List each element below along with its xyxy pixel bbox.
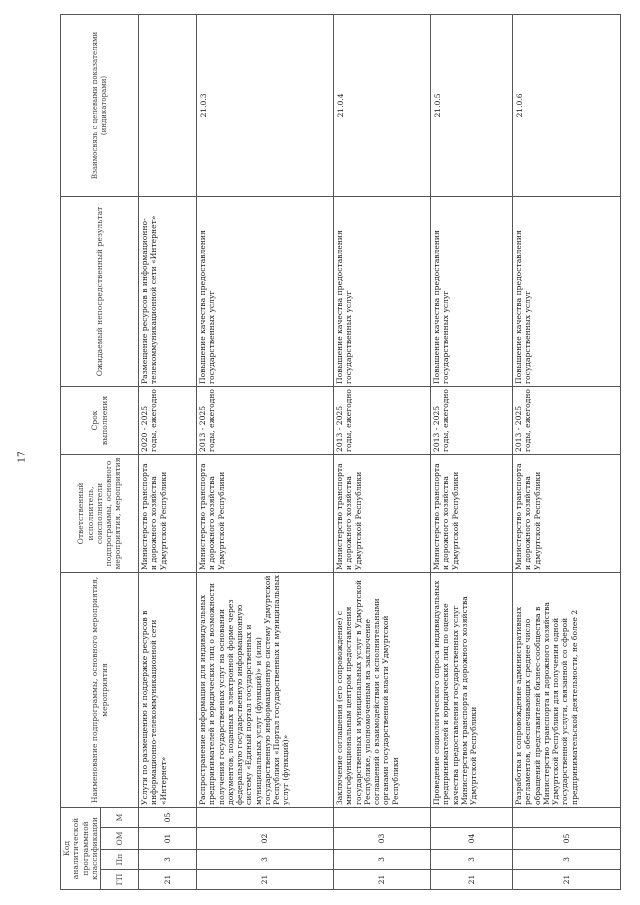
cell-gp: 21 <box>431 870 513 890</box>
table-row <box>139 14 197 889</box>
cell-term: 2013 - 2025 годы, ежегодно <box>431 386 513 454</box>
cell-term: 2013 - 2025 годы, ежегодно <box>513 386 621 454</box>
cell-result: Повышение качества предоставления государственных услуг <box>197 196 334 386</box>
cell-term: 2013 - 2025 годы, ежегодно <box>197 386 334 454</box>
cell-om: 05 <box>513 828 621 850</box>
cell-gp: 21 <box>139 870 197 890</box>
cell-name: Разработка и сопровождение административных регламентов, обеспечивающих среднее число обращений представителей бизнес-сообщества в Министерство транспорта и дорожного хозяйства Удмуртской Республики для получения одной государственной услуги, связанной со сферой предпринимательской деятельности, не более 2 <box>513 572 621 807</box>
cell-result: Повышение качества предоставления государственных услуг <box>431 196 513 386</box>
header-term: Срок выполнения <box>61 386 139 454</box>
cell-link: 21.0.3 <box>197 14 334 196</box>
table-row <box>431 14 513 889</box>
cell-pp: 3 <box>139 850 197 870</box>
cell-result: Повышение качества предоставления государственных услуг <box>334 196 431 386</box>
header-m: М <box>101 807 139 827</box>
cell-m <box>334 807 431 827</box>
cell-gp: 21 <box>334 870 431 890</box>
cell-term: 2013 - 2025 годы, ежегодно <box>334 386 431 454</box>
measures-table <box>60 14 621 890</box>
cell-executor: Министерство транспорта и дорожного хозяйства Удмуртской Республики <box>513 454 621 572</box>
cell-link <box>139 14 197 196</box>
header-executor: Ответственный исполнитель, соисполнители подпрограммы, основного мероприятия, мероприятия <box>61 454 139 572</box>
cell-link: 21.0.6 <box>513 14 621 196</box>
table-row <box>513 14 621 889</box>
cell-executor: Министерство транспорта и дорожного хозяйства Удмуртской Республики <box>197 454 334 572</box>
cell-om: 01 <box>139 828 197 850</box>
header-code-group: Код аналитической программной классификации <box>61 807 101 889</box>
cell-name: Распространение информации для индивидуальных предпринимателей и юридических лиц о возможности получения государственных услуг на основании документов, поданных в электронной форме через федеральную государственную информационную систему «Единый портал государственных и муниципальных услуг (функций)» и (или) государственную информационную систему Удмуртской Республики «Портал государственных и муниципальных услуг (функций)» <box>197 572 334 807</box>
cell-om: 02 <box>197 828 334 850</box>
page-number: 17 <box>17 451 28 463</box>
header-gp: ГП <box>101 870 139 890</box>
cell-m: 05 <box>139 807 197 827</box>
cell-pp: 3 <box>513 850 621 870</box>
cell-pp: 3 <box>334 850 431 870</box>
cell-pp: 3 <box>431 850 513 870</box>
cell-gp: 21 <box>513 870 621 890</box>
cell-name: Заключение соглашения (его сопровождение) с многофункциональным центром предоставления государственных и муниципальных услуг в Удмуртской Республике, уполномоченным на заключение соглашений о взаимодействии с исполнительными органами государственной власти Удмуртской Республики <box>334 572 431 807</box>
cell-term: 2020 - 2025 годы, ежегодно <box>139 386 197 454</box>
cell-executor: Министерство транспорта и дорожного хозяйства Удмуртской Республики <box>431 454 513 572</box>
header-name: Наименование подпрограммы, основного мероприятия, мероприятия <box>61 572 139 807</box>
cell-link: 21.0.4 <box>334 14 431 196</box>
cell-result: Повышение качества предоставления государственных услуг <box>513 196 621 386</box>
table-row <box>197 14 334 889</box>
cell-name: Услуги по размещению и поддержке ресурсов в информационно-телекоммуникационной сети «Интернет» <box>139 572 197 807</box>
cell-om: 03 <box>334 828 431 850</box>
cell-link: 21.0.5 <box>431 14 513 196</box>
cell-m <box>197 807 334 827</box>
header-result: Ожидаемый непосредственный результат <box>61 196 139 386</box>
header-pp: Пп <box>101 850 139 870</box>
header-link: Взаимосвязь с целевыми показателями (индикаторами) <box>61 14 139 196</box>
cell-m <box>513 807 621 827</box>
rotated-table-page <box>60 15 620 890</box>
cell-name: Проведение социологического опроса индивидуальных предпринимателей и юридических лиц по оценке качества предоставления государственных услуг Министерством транспорта и дорожного хозяйства Удмуртской Республики <box>431 572 513 807</box>
cell-pp: 3 <box>197 850 334 870</box>
table-row <box>334 14 431 889</box>
cell-om: 04 <box>431 828 513 850</box>
cell-executor: Министерство транспорта и дорожного хозяйства Удмуртской Республики <box>334 454 431 572</box>
cell-result: Размещение ресурсов в информационно-телекоммуникационной сети «Интернет» <box>139 196 197 386</box>
cell-executor: Министерство транспорта и дорожного хозяйства Удмуртской Республики <box>139 454 197 572</box>
cell-m <box>431 807 513 827</box>
cell-gp: 21 <box>197 870 334 890</box>
header-om: ОМ <box>101 828 139 850</box>
